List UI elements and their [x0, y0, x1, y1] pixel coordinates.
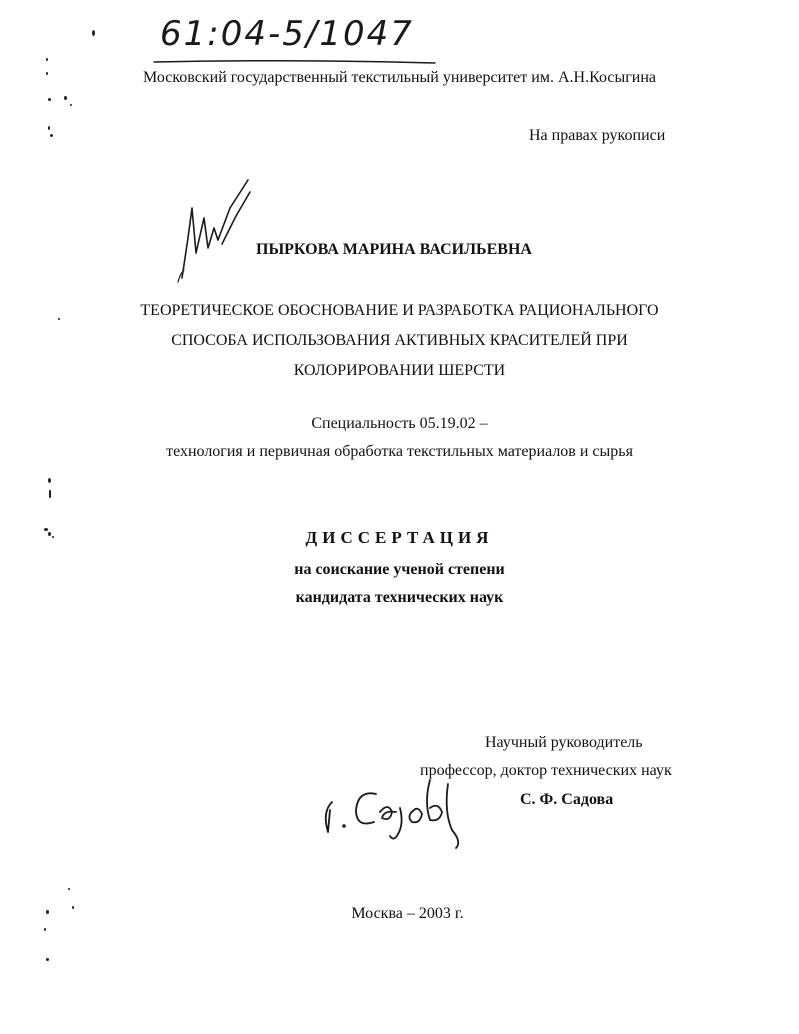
title-line: СПОСОБА ИСПОЛЬЗОВАНИЯ АКТИВНЫХ КРАСИТЕЛЕЙ ПРИ — [171, 332, 628, 349]
supervisor-heading: Научный руководитель — [485, 734, 643, 751]
degree-line-1: на соискание ученой степени — [294, 561, 505, 578]
author-signature-icon — [170, 178, 260, 288]
manuscript-rights-note: На правах рукописи — [529, 127, 666, 144]
title-line: КОЛОРИРОВАНИИ ШЕРСТИ — [293, 362, 506, 379]
supervisor-signature-icon — [318, 772, 478, 852]
dissertation-title — [0, 296, 799, 386]
supervisor-name: С. Ф. Садова — [520, 791, 614, 808]
title-line: ТЕОРЕТИЧЕСКОЕ ОБОСНОВАНИЕ И РАЗРАБОТКА РАЦИОНАЛЬНОГО — [140, 302, 659, 319]
degree-line-2: кандидата технических наук — [295, 589, 504, 606]
university-name: Московский государственный текстильный университет им. А.Н.Косыгина — [143, 69, 656, 86]
supervisor-title: профессор, доктор технических наук — [420, 762, 672, 779]
specialty-name: технология и первичная обработка текстильных материалов и сырья — [166, 443, 633, 460]
author-name: ПЫРКОВА МАРИНА ВАСИЛЬЕВНА — [256, 241, 532, 258]
place-and-year: Москва – 2003 г. — [351, 905, 464, 922]
specialty-code: Специальность 05.19.02 – — [311, 415, 488, 432]
archive-number-underline — [150, 58, 440, 66]
document-type: ДИССЕРТАЦИЯ — [305, 528, 494, 547]
archive-number: 61:04-5/1047 — [160, 14, 414, 54]
